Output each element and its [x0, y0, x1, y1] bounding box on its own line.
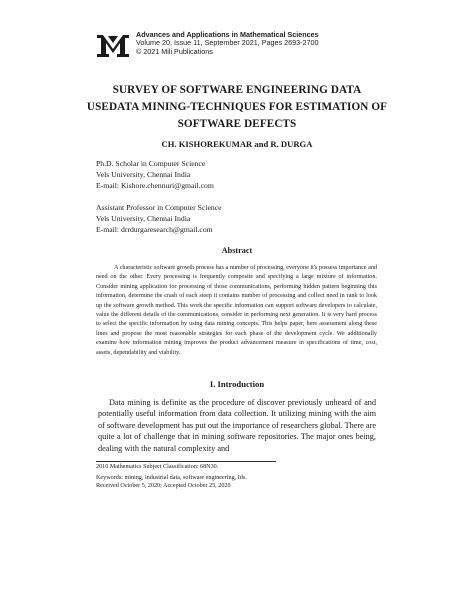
affiliation-email: E-mail: Kishore.chennuri@gmail.com	[96, 181, 214, 190]
affiliation-institution: Vels University, Chennai India	[96, 214, 191, 223]
publisher-logo	[96, 32, 130, 60]
affiliation-2	[96, 202, 222, 235]
journal-header	[136, 31, 319, 56]
abstract-text: A characteristic software growth process has a number of processing, everyone it's possess importance and need on the other. Every processing is frequently composite and specifying a large mixture of information. Consider mining application for processing of those communications, performing hidden pattern beginning this information, determine the crash of each steep it contains number of processing and collect need in rank to look up the software growth method. This work the specific information can support software developers to calculate, value the different details of the communications, consider in performing next generation. It is very hard process to select the specific information by using data mining concepts. This helps paper, here assessment along these lines and propose the most reasonable strategies for each phase of the development cycle. We additionally examine how information mining improves the product advancement measure in specifications of time, cost, assets, dependability and viability.	[96, 265, 377, 356]
paper-title	[60, 82, 414, 133]
affiliation-role: Assistant Professor in Computer Science	[96, 203, 222, 212]
section-heading-introduction: I. Introduction	[209, 379, 265, 389]
author-line: CH. KISHOREKUMAR and R. DURGA	[161, 139, 313, 149]
affiliation-email: E-mail: drrdurgaresearch@gmail.com	[96, 225, 213, 234]
affiliation-role: Ph.D. Scholar in Computer Science	[96, 159, 206, 168]
title-line-1: SURVEY OF SOFTWARE ENGINEERING DATA	[112, 84, 362, 96]
abstract-heading: Abstract	[221, 246, 253, 255]
footnote-classification: 2010 Mathematics Subject Classification: 68N30.	[96, 464, 219, 470]
footnote-keywords: Keywords: mining, industrial data, software engineering, Ids.	[96, 475, 247, 481]
title-line-2: USEDATA MINING-TECHNIQUES FOR ESTIMATION OF	[86, 101, 388, 113]
affiliation-institution: Vels University, Chennai India	[96, 170, 191, 179]
copyright-line: © 2021 Mili Publications	[136, 46, 213, 56]
volume-info: Volume 20, Issue 11, September 2021, Pages 2693-2700	[136, 38, 319, 48]
journal-name: Advances and Applications in Mathematical Sciences	[136, 30, 319, 39]
footnote-divider	[96, 461, 276, 462]
affiliation-1	[96, 158, 214, 191]
introduction-text: Data mining is definite as the procedure of discover previously unheard of and potentially useful information from data collection. It utilizing mining with the aim of software development has put out the importance of researchers global. There are quite a lot of challenge that in mining software repositories. The major ones being, dealing with the natural complexity and	[98, 398, 376, 453]
footnote-received: Received October 5, 2020; Accepted October 25, 2020	[96, 483, 231, 489]
title-line-3: SOFTWARE DEFECTS	[177, 118, 297, 130]
